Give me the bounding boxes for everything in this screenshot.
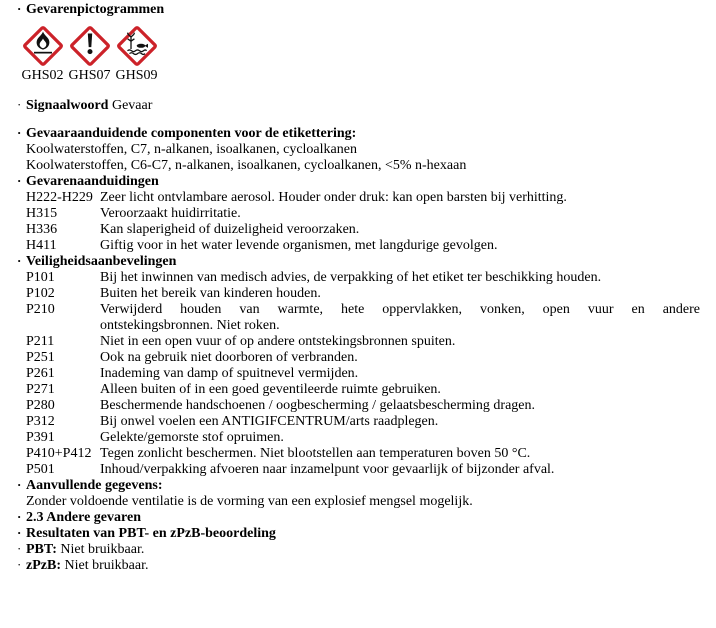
pbt-result-row — [17, 541, 716, 558]
vpvb-label: zPzB: — [26, 558, 61, 573]
fish-body — [136, 44, 145, 48]
section-title-labelling — [17, 125, 716, 142]
pbt-label: PBT: — [26, 542, 57, 557]
precaution-row — [26, 398, 716, 414]
ghs-pictogram-ghs07 — [67, 24, 112, 83]
hazard-statement-row — [26, 238, 716, 254]
bullet-marker: · — [17, 541, 22, 556]
ghs-code-label: GHS02 — [21, 68, 64, 83]
precaution-code: P410+P412 — [26, 446, 92, 461]
ghs-code-label: GHS07 — [68, 68, 111, 83]
precaution-code: P251 — [26, 350, 55, 365]
section-title-pictograms — [17, 1, 716, 18]
hazard-code: H222-H229 — [26, 190, 93, 205]
labelling-component-line: Koolwaterstoffen, C6-C7, n-alkanen, isoalkanen, cycloalkanen, <5% n-hexaan — [26, 158, 467, 173]
precaution-code: P211 — [26, 334, 55, 349]
precaution-code: P391 — [26, 430, 55, 445]
section-title-hazard-statements — [17, 173, 716, 190]
precaution-text: Bij onwel voelen een ANTIGIFCENTRUM/arts raadplegen. — [100, 414, 439, 429]
precaution-row — [26, 462, 716, 478]
hazard-statement-row — [26, 206, 716, 222]
ghs-pictogram-ghs02 — [20, 24, 65, 83]
precaution-text: Alleen buiten of in een goed geventileerde ruimte gebruiken. — [100, 382, 441, 397]
precaution-code: P101 — [26, 270, 55, 285]
precaution-row — [26, 430, 716, 446]
precaution-code: P102 — [26, 286, 55, 301]
precaution-row — [26, 446, 716, 462]
section-title-text: Veiligheidsaanbevelingen — [26, 254, 177, 269]
hazard-text: Kan slaperigheid of duizeligheid veroorzaken. — [100, 222, 360, 237]
precaution-row — [26, 302, 716, 334]
section-title-other-hazards — [17, 509, 716, 526]
hazard-statement-row — [26, 190, 716, 206]
ghs09-environment-icon — [115, 24, 159, 68]
precaution-code: P280 — [26, 398, 55, 413]
precaution-code: P501 — [26, 462, 55, 477]
section-title-text: Resultaten van PBT- en zPzB-beoordeling — [26, 526, 276, 541]
bullet-marker: · — [17, 97, 22, 112]
hazard-text: Veroorzaakt huidirritatie. — [100, 206, 241, 221]
bullet-marker: · — [17, 1, 22, 16]
hazard-code: H411 — [26, 238, 57, 253]
bullet-marker: · — [17, 525, 22, 540]
ghs07-exclamation-icon — [68, 24, 112, 68]
section-title-text: Gevarenaanduidingen — [26, 174, 159, 189]
precaution-text: Tegen zonlicht beschermen. Niet blootstellen aan temperaturen boven 50 °C. — [100, 446, 531, 461]
precaution-row — [26, 414, 716, 430]
additional-info-text: Zonder voldoende ventilatie is de vorming van een explosief mengsel mogelijk. — [26, 494, 473, 509]
precaution-row — [26, 270, 716, 286]
precaution-text: Beschermende handschoenen / oogbescherming / gelaatsbescherming dragen. — [100, 398, 536, 413]
pbt-value: Niet bruikbaar. — [60, 542, 145, 557]
precaution-row — [26, 366, 716, 382]
vpvb-result-row — [17, 557, 716, 574]
precaution-text: Gelekte/gemorste stof opruimen. — [100, 430, 284, 445]
hazard-text: Giftig voor in het water levende organismen, met langdurige gevolgen. — [100, 238, 498, 253]
ghs-pictogram-ghs09 — [114, 24, 159, 83]
labelling-component-line: Koolwaterstoffen, C7, n-alkanen, isoalkanen, cycloalkanen — [26, 142, 357, 157]
signal-word-row — [17, 97, 716, 114]
precaution-text: Bij het inwinnen van medisch advies, de verpakking of het etiket ter beschikking houden. — [100, 270, 602, 285]
precaution-code: P261 — [26, 366, 55, 381]
section-title-text: Aanvullende gegevens: — [26, 478, 163, 493]
precaution-row — [26, 334, 716, 350]
section-title-precautions — [17, 253, 716, 270]
precaution-text: Niet in een open vuur of op andere ontstekingsbronnen spuiten. — [100, 334, 456, 349]
precaution-text: Ook na gebruik niet doorboren of verbranden. — [100, 350, 358, 365]
precaution-code: P210 — [26, 302, 55, 317]
bullet-marker: · — [17, 253, 22, 268]
precaution-code: P312 — [26, 414, 55, 429]
bullet-marker: · — [17, 509, 22, 524]
precaution-text: Buiten het bereik van kinderen houden. — [100, 286, 321, 301]
precaution-text: Inhoud/verpakking afvoeren naar inzamelpunt voor gevaarlijk of bijzonder afval. — [100, 462, 555, 477]
ghs-pictogram-row — [20, 24, 716, 83]
section-title-text: Gevarenpictogrammen — [26, 2, 165, 17]
hazard-statement-row — [26, 222, 716, 238]
signal-word-label: Signaalwoord — [26, 98, 109, 113]
exclamation-dot — [87, 49, 92, 54]
section-title-text: Gevaaraanduidende componenten voor de etikettering: — [26, 126, 357, 141]
hazard-code: H315 — [26, 206, 58, 221]
precaution-row — [26, 286, 716, 302]
bullet-marker: · — [17, 557, 22, 572]
precaution-code: P271 — [26, 382, 55, 397]
precaution-text-line2: ontstekingsbronnen. Niet roken. — [100, 318, 280, 333]
bullet-marker: · — [17, 477, 22, 492]
precaution-row — [26, 350, 716, 366]
signal-word-value: Gevaar — [111, 98, 153, 113]
section-title-text: 2.3 Andere gevaren — [26, 510, 141, 525]
section-title-pbt-results — [17, 525, 716, 542]
vpvb-value: Niet bruikbaar. — [64, 558, 149, 573]
ghs02-flame-icon — [21, 24, 65, 68]
precaution-text-line1: Verwijderd houden van warmte, hete oppervlakken, vonken, open vuur en andere — [100, 302, 700, 317]
section-title-additional-info — [17, 477, 716, 494]
precaution-text — [100, 302, 700, 334]
precaution-row — [26, 382, 716, 398]
bullet-marker: · — [17, 173, 22, 188]
ghs-code-label: GHS09 — [115, 68, 158, 83]
spacer — [26, 83, 716, 98]
flame-baseline — [34, 52, 52, 54]
hazard-text: Zeer licht ontvlambare aerosol. Houder onder druk: kan open barsten bij verhitting. — [100, 190, 567, 205]
spacer — [26, 114, 716, 126]
precaution-text: Inademing van damp of spuitnevel vermijden. — [100, 366, 359, 381]
hazard-code: H336 — [26, 222, 58, 237]
bullet-marker: · — [17, 125, 22, 140]
